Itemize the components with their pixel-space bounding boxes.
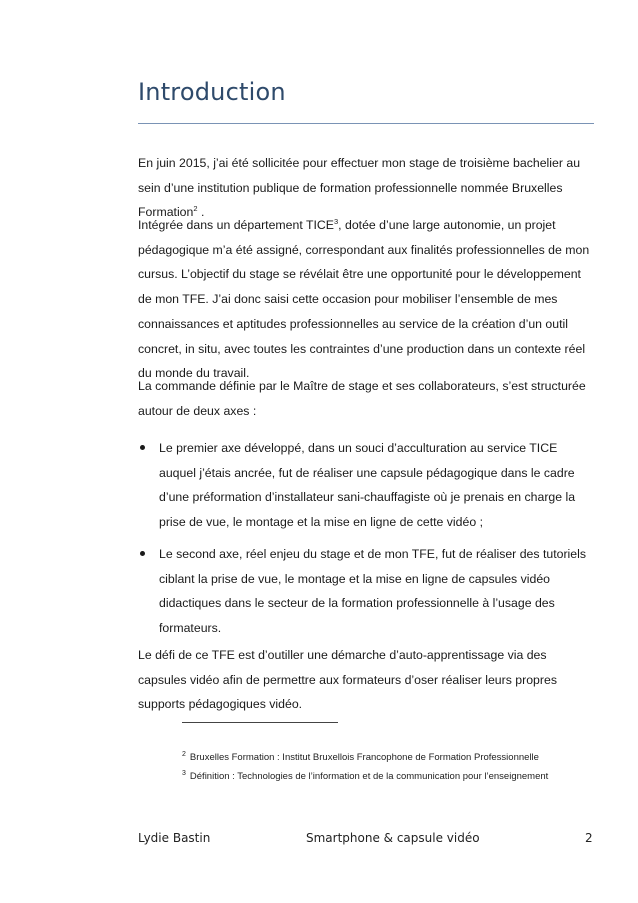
title-divider — [138, 123, 594, 124]
footnote — [182, 771, 548, 782]
bullet-icon — [140, 445, 145, 450]
paragraph-commande: La commande définie par le Maître de stage et ses collaborateurs, s’est structurée autour de deux axes : — [138, 379, 586, 418]
list-item — [138, 436, 594, 535]
paragraph-context — [138, 213, 594, 386]
paragraph-text-end: . — [197, 205, 205, 220]
paragraph-text: En juin 2015, j’ai été sollicitée pour effectuer mon stage de troisième bachelier au sein d’une institution publique de formation professionnelle nommée Bruxelles Formation — [138, 156, 581, 220]
footnote-number: 3 — [182, 769, 186, 777]
footnote-ref: 2 — [193, 204, 198, 214]
bullet-list — [138, 436, 594, 535]
paragraph-text: Intégrée dans un département TICE — [138, 218, 334, 232]
paragraph-defi: Le défi de ce TFE est d’outiller une démarche d’auto-apprentissage via des capsules vidéo afin de permettre aux formateurs d’oser réaliser leurs propres supports pédagogiques vidéo. — [138, 648, 557, 712]
bullet-list — [138, 542, 594, 641]
paragraph-text-end: , dotée d’une large autonomie, un projet pédagogique m’a été assigné, correspondant aux finalités professionnelles de mon cursus. L’objectif du stage se révélait être une opportunité pour le développement de mon TFE. J’ai donc saisi cette occasion pour mobiliser l’ensemble de mes connaissances et aptitudes professionnelles au service de la création d’un outil concret, in situ, avec toutes les contraintes d’une production dans un contexte réel du monde du travail. — [138, 218, 590, 381]
footnote-number: 2 — [182, 750, 186, 758]
page-number: 2 — [585, 831, 593, 845]
footer-title: Smartphone & capsule vidéo — [306, 831, 480, 845]
footnote-ref: 3 — [333, 216, 339, 226]
footnote-text: Bruxelles Formation : Institut Bruxellois Francophone de Formation Professionnelle — [189, 752, 539, 763]
bullet-icon — [140, 551, 145, 556]
footnote — [182, 752, 539, 763]
list-item-text: Le second axe, réel enjeu du stage et de mon TFE, fut de réaliser des tutoriels ciblant la prise de vue, le montage et la mise en ligne de capsules vidéo didactiques dans le secteur de la formation professionnelle à l’usage des formateurs. — [159, 547, 586, 636]
footnote-text: Définition : Technologies de l’information et de la communication pour l’enseignement — [189, 771, 549, 782]
list-item — [138, 542, 594, 641]
page-title: Introduction — [138, 78, 286, 106]
footnote-separator — [182, 722, 338, 723]
footer-author: Lydie Bastin — [138, 831, 211, 845]
list-item-text: Le premier axe développé, dans un souci d’acculturation au service TICE auquel j’étais ancrée, fut de réaliser une capsule pédagogique dans le cadre d’une préformation d’installateur sani-chauffagiste où je prenais en charge la prise de vue, le montage et la mise en ligne de cette vidéo ; — [159, 441, 576, 530]
